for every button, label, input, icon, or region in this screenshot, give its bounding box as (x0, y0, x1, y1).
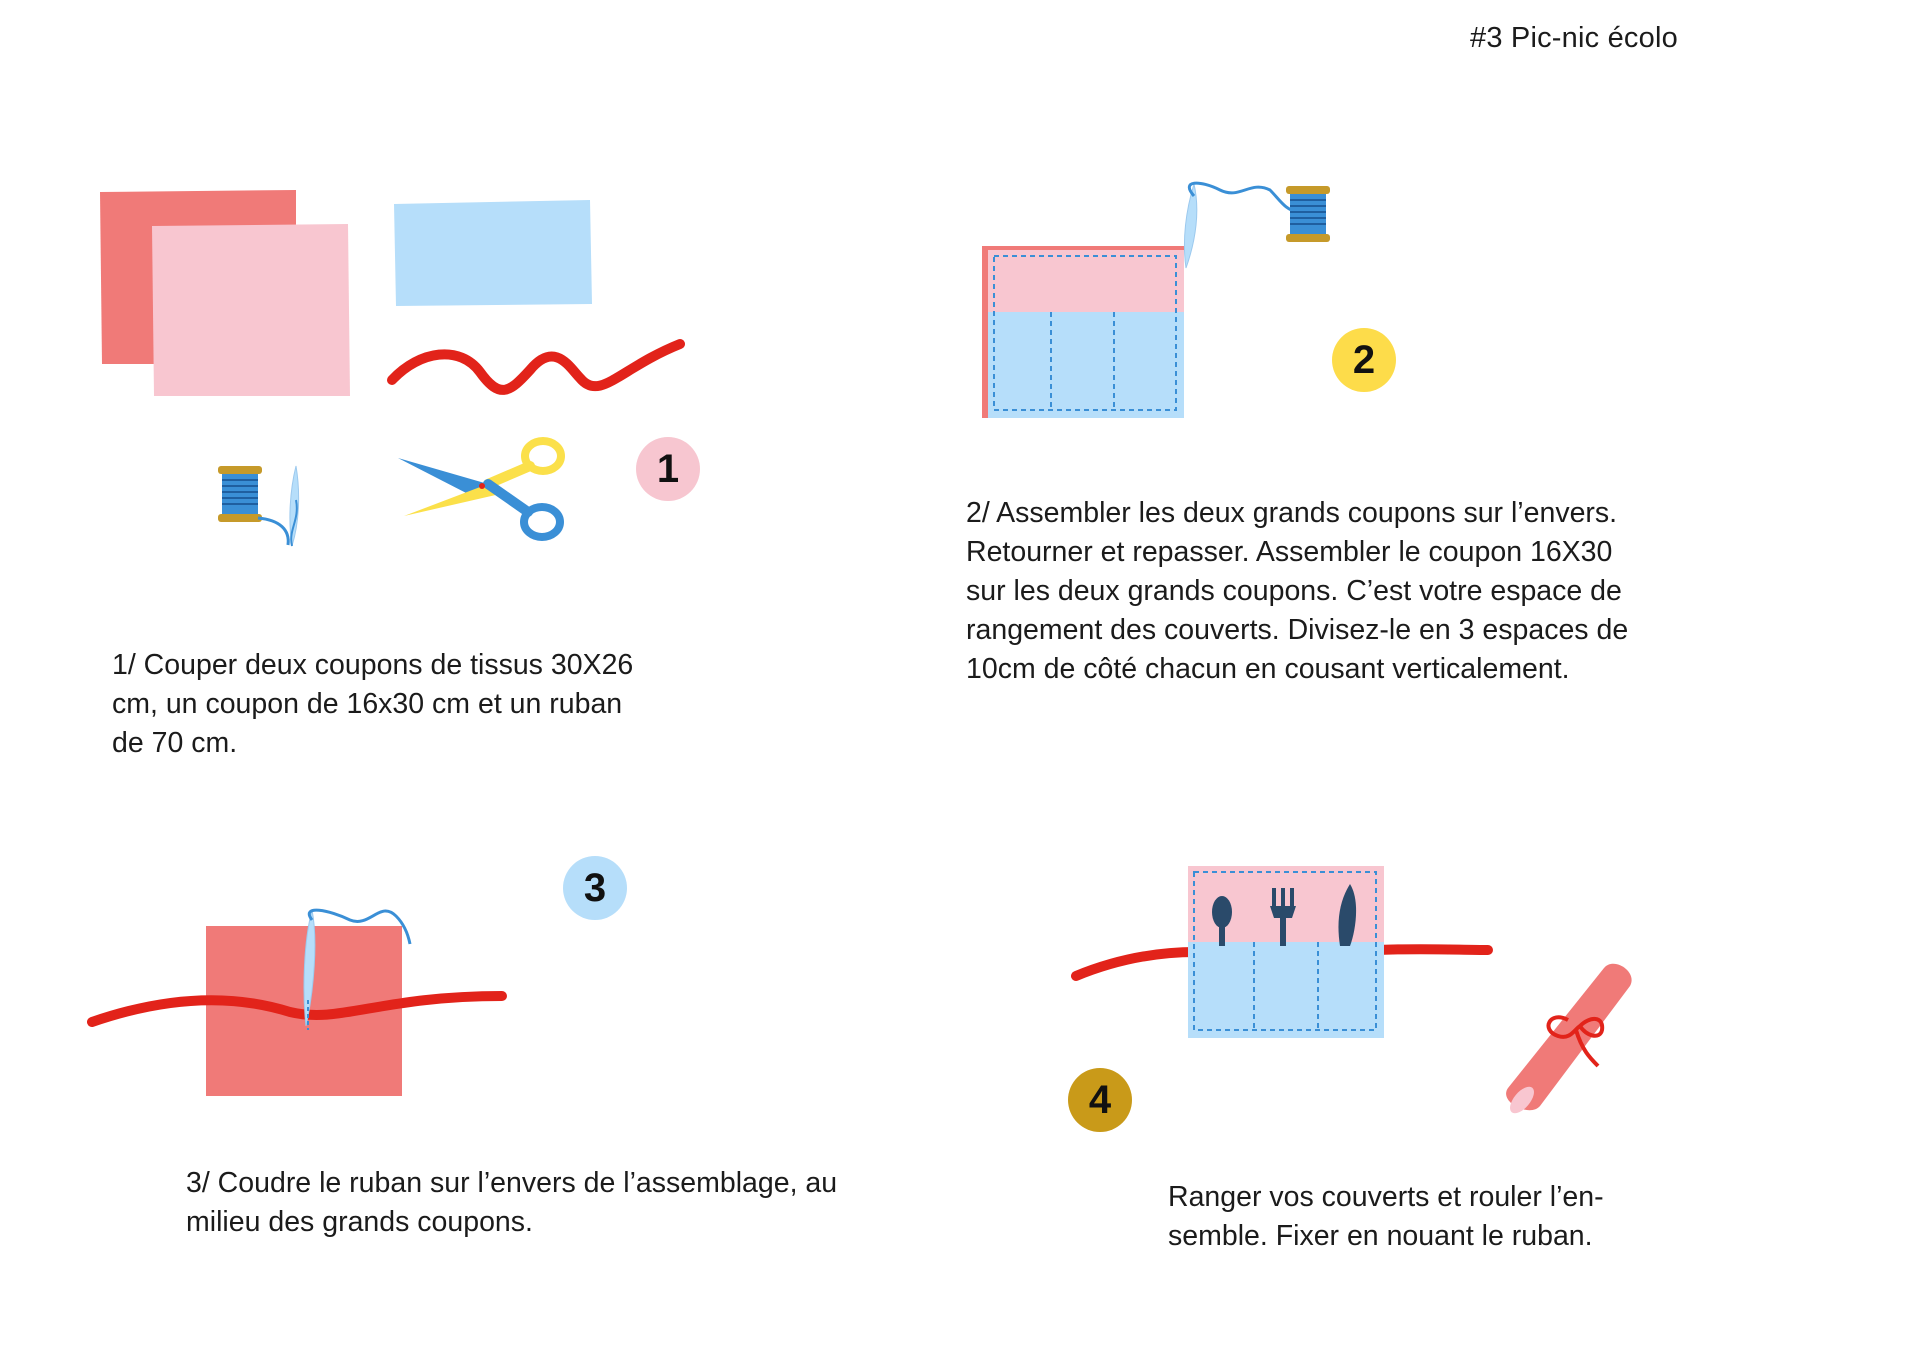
step-3-instructions (186, 1164, 837, 1242)
step-badge-number: 2 (1352, 337, 1376, 382)
instruction-line: Ranger vos couverts et rouler l’en- (1168, 1181, 1604, 1213)
instruction-line: sur les deux grands coupons. C’est votre espace de (966, 575, 1622, 607)
step-badge-4 (1068, 1068, 1132, 1132)
instruction-line: 10cm de côté chacun en cousant verticalement. (966, 653, 1570, 685)
instruction-line: 1/ Couper deux coupons de tissus 30X26 (112, 649, 634, 681)
step-2-instructions (966, 494, 1628, 689)
instruction-line: rangement des couverts. Divisez-le en 3 espaces de (966, 614, 1629, 646)
step2-illustration (982, 183, 1330, 418)
step4-illustration (1076, 866, 1632, 1117)
fabric-coupon-pink (152, 224, 350, 396)
page-title: #3 Pic-nic écolo (1470, 22, 1678, 54)
instruction-line: 3/ Coudre le ruban sur l’envers de l’assemblage, au (186, 1167, 838, 1199)
fabric-coupon-blue (394, 200, 592, 306)
step-4-instructions (1168, 1178, 1604, 1256)
instruction-line: cm, un coupon de 16x30 cm et un ruban (112, 688, 623, 720)
instruction-line: 2/ Assembler les deux grands coupons sur l’envers. (966, 497, 1618, 529)
step1-illustration (100, 190, 680, 546)
step3-illustration (92, 910, 502, 1096)
scissors-icon (398, 441, 561, 537)
thread-spool-icon (1286, 186, 1330, 242)
instruction-line: de 70 cm. (112, 727, 238, 759)
step-badge-number: 1 (656, 446, 680, 491)
instruction-line: milieu des grands coupons. (186, 1206, 533, 1238)
ribbon (392, 344, 680, 390)
assembled-coupon-pocket (988, 312, 1184, 418)
step-badge-1 (636, 437, 700, 501)
cutlery-roll-pocket (1188, 942, 1384, 1038)
step-badge-number: 3 (583, 865, 607, 910)
step-badge-3 (563, 856, 627, 920)
rolled-kit-icon (1506, 964, 1632, 1118)
step-badge-number: 4 (1088, 1077, 1112, 1122)
step-badge-2 (1332, 328, 1396, 392)
instruction-line: Retourner et repasser. Assembler le coupon 16X30 (966, 536, 1613, 568)
step-1-instructions (112, 646, 633, 763)
thread-spool-icon (218, 466, 288, 545)
needle-icon (1184, 183, 1298, 268)
needle-icon (290, 466, 299, 546)
instruction-line: semble. Fixer en nouant le ruban. (1168, 1220, 1593, 1252)
